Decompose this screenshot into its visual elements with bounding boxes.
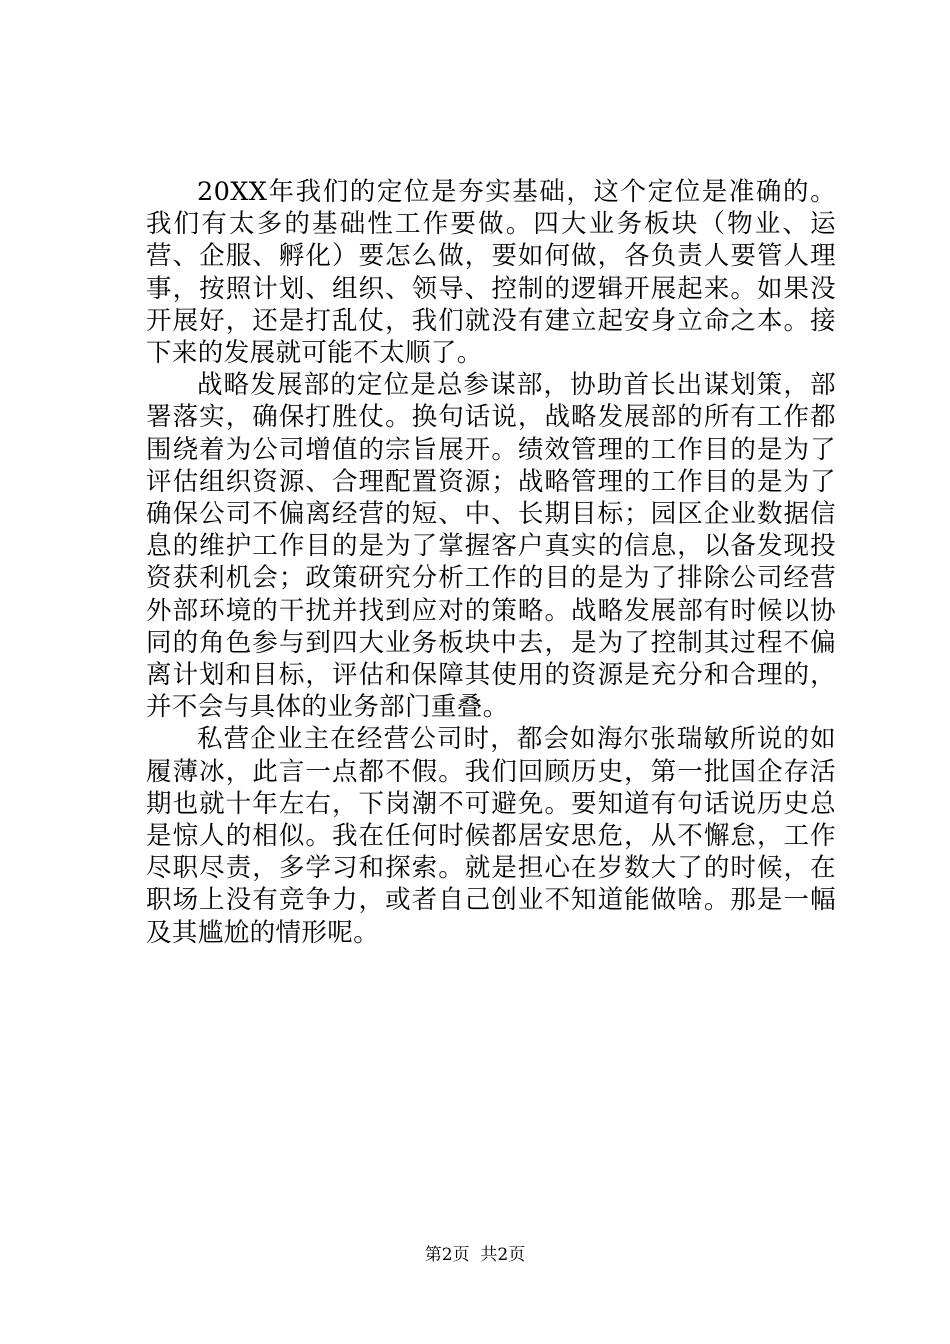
paragraph-1: 20XX年我们的定位是夯实基础，这个定位是准确的。我们有太多的基础性工作要做。四大业务板块（物业、运营、企服、孵化）要怎么做，要如何做，各负责人要管人理事，按照计划、组织、领导、控制的逻辑开展起来。如果没开展好，还是打乱仗，我们就没有建立起安身立命之本。接下来的发展就可能不太顺了。 xyxy=(146,177,836,369)
page-footer: 第2页 共2页 xyxy=(424,1245,526,1265)
paragraph-3: 私营企业主在经营公司时，都会如海尔张瑞敏所说的如履薄冰，此言一点都不假。我们回顾历史，第一批国企存活期也就十年左右，下岗潮不可避免。要知道有句话说历史总是惊人的相似。我在任何时候都居安思危，从不懈怠，工作尽职尽责，多学习和探索。就是担心在岁数大了的时候，在职场上没有竞争力，或者自己创业不知道能做啥。那是一幅及其尴尬的情形呢。 xyxy=(146,724,836,948)
document-body xyxy=(146,176,836,949)
paragraph-2: 战略发展部的定位是总参谋部，协助首长出谋划策，部署落实，确保打胜仗。换句话说，战略发展部的所有工作都围绕着为公司增值的宗旨展开。绩效管理的工作目的是为了评估组织资源、合理配置资源；战略管理的工作目的是为了确保公司不偏离经营的短、中、长期目标；园区企业数据信息的维护工作目的是为了掌握客户真实的信息，以备发现投资获利机会；政策研究分析工作的目的是为了排除公司经营外部环境的干扰并找到应对的策略。战略发展部有时候以协同的角色参与到四大业务板块中去，是为了控制其过程不偏离计划和目标，评估和保障其使用的资源是充分和合理的，并不会与具体的业务部门重叠。 xyxy=(146,370,836,723)
